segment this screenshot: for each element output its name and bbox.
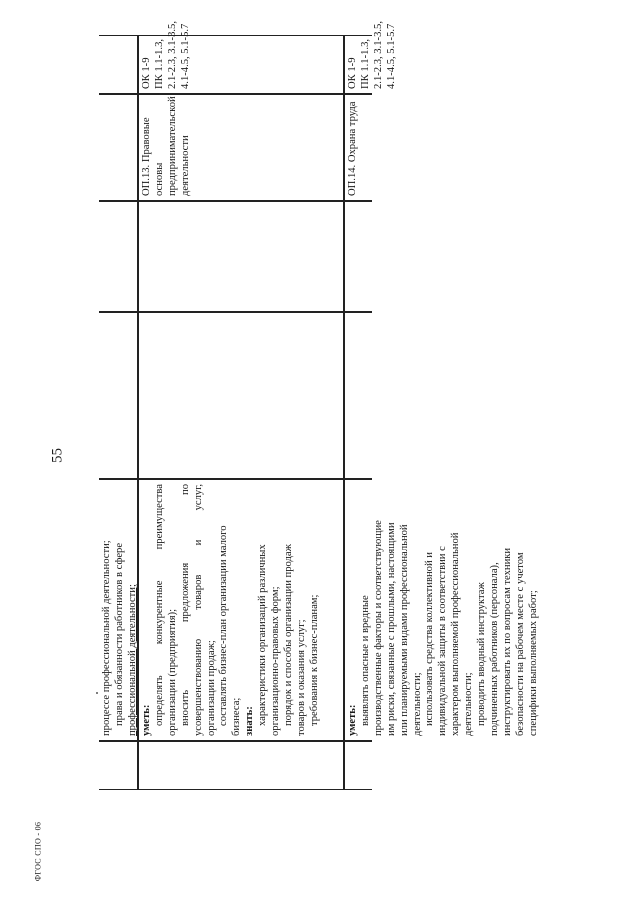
requirements-cell — [99, 479, 138, 741]
index-cell — [138, 741, 344, 790]
empty-cell — [344, 201, 372, 312]
table-row-op14 — [344, 21, 539, 790]
table-row-continuation — [99, 35, 138, 790]
competencies-cell — [99, 35, 138, 94]
page-number: 55 — [49, 448, 66, 463]
empty-cell — [138, 312, 344, 479]
requirement-line: выявлять опасные и вредные — [359, 595, 371, 726]
requirement-line: товаров и оказания услуг; — [295, 619, 307, 736]
discipline-cell — [99, 94, 138, 201]
competency-line: ОК 1-9 — [141, 57, 152, 89]
competencies-cell — [138, 21, 344, 94]
requirement-line: профессиональной деятельности; — [126, 584, 138, 736]
discipline-cell — [138, 94, 344, 201]
competency-line: 4.1-4.5, 5.1-5.7 — [385, 23, 397, 89]
znat-label: знать: — [244, 706, 256, 736]
requirement-line: деятельности; — [463, 672, 475, 736]
requirement-line: инструктировать их по вопросам техники — [501, 547, 513, 736]
index-cell — [99, 741, 138, 790]
requirement-line: производственные факторы и соответствующие — [372, 520, 384, 736]
requirement-line: характеристики организаций различных — [257, 544, 269, 726]
empty-cell — [99, 201, 138, 312]
umet-label: уметь: — [347, 704, 358, 736]
requirement-line: специфики выполняемых работ; — [527, 590, 539, 736]
competency-line: 2.1-2.3, 3.1-3.5, — [166, 21, 178, 89]
requirement-line: использовать средства коллективной и — [424, 552, 436, 726]
requirement-line: организации продаж; — [205, 640, 217, 736]
requirement-line: процессе профессиональной деятельности; — [101, 540, 112, 736]
umet-label: уметь: — [141, 704, 152, 736]
requirement-line: требования к бизнес-планам; — [308, 594, 320, 726]
rotated-table-frame — [99, 21, 539, 790]
empty-cell — [344, 312, 372, 479]
competency-line: 2.1-2.3, 3.1-3.5, — [372, 21, 384, 89]
competency-line: ПК 1.1-1.3, — [359, 38, 371, 89]
competency-line: ОК 1-9 — [347, 57, 358, 89]
empty-cell — [138, 201, 344, 312]
requirement-line: или планируемыми видами профессиональной — [398, 524, 410, 736]
requirement-line: организационно-правовых форм; — [270, 586, 282, 736]
footer-code: ФГОС СПО - 06 — [33, 821, 43, 882]
requirement-line: проводить вводный инструктаж — [476, 582, 488, 726]
requirements-cell — [344, 479, 539, 741]
table-row-op13 — [138, 21, 344, 790]
requirement-line: индивидуальной защиты в соответствии с — [437, 546, 449, 736]
empty-cell — [99, 312, 138, 479]
requirement-line: составлять бизнес-план организации малого — [218, 525, 230, 726]
requirement-line: права и обязанности работников в сфере — [113, 542, 125, 726]
competency-line: ПК 1.1-1.3, — [153, 38, 165, 89]
competencies-cell — [344, 21, 397, 94]
requirement-line: деятельности; — [411, 672, 423, 736]
index-cell — [344, 741, 372, 790]
requirement-line: характером выполняемой профессиональной — [450, 532, 462, 736]
discipline-title: ОП.13. Правовые основы предпринимательской деятельности — [141, 96, 191, 196]
requirements-cell — [138, 479, 344, 741]
requirement-line: усовершенствованию товаров и услуг, — [192, 484, 204, 736]
requirement-line: определять конкурентные преимущества — [153, 484, 165, 726]
requirement-line: вносить предложения по — [179, 484, 191, 726]
requirement-line: им риски, связанные с прошлыми, настоящими — [385, 522, 397, 736]
scan-speck — [96, 692, 98, 694]
competency-line: 4.1-4.5, 5.1-5.7 — [179, 23, 191, 89]
requirement-line: подчиненных работников (персонала), — [488, 562, 500, 736]
discipline-title: ОП.14. Охрана труда — [347, 101, 358, 196]
requirement-line: бизнеса; — [231, 697, 243, 736]
requirement-line: безопасности на рабочем месте с учетом — [514, 552, 526, 736]
requirement-line: порядок и способы организации продаж — [282, 544, 294, 726]
discipline-cell — [344, 94, 372, 201]
competency-table — [99, 21, 539, 790]
requirement-line: организации (предприятия); — [166, 608, 178, 736]
